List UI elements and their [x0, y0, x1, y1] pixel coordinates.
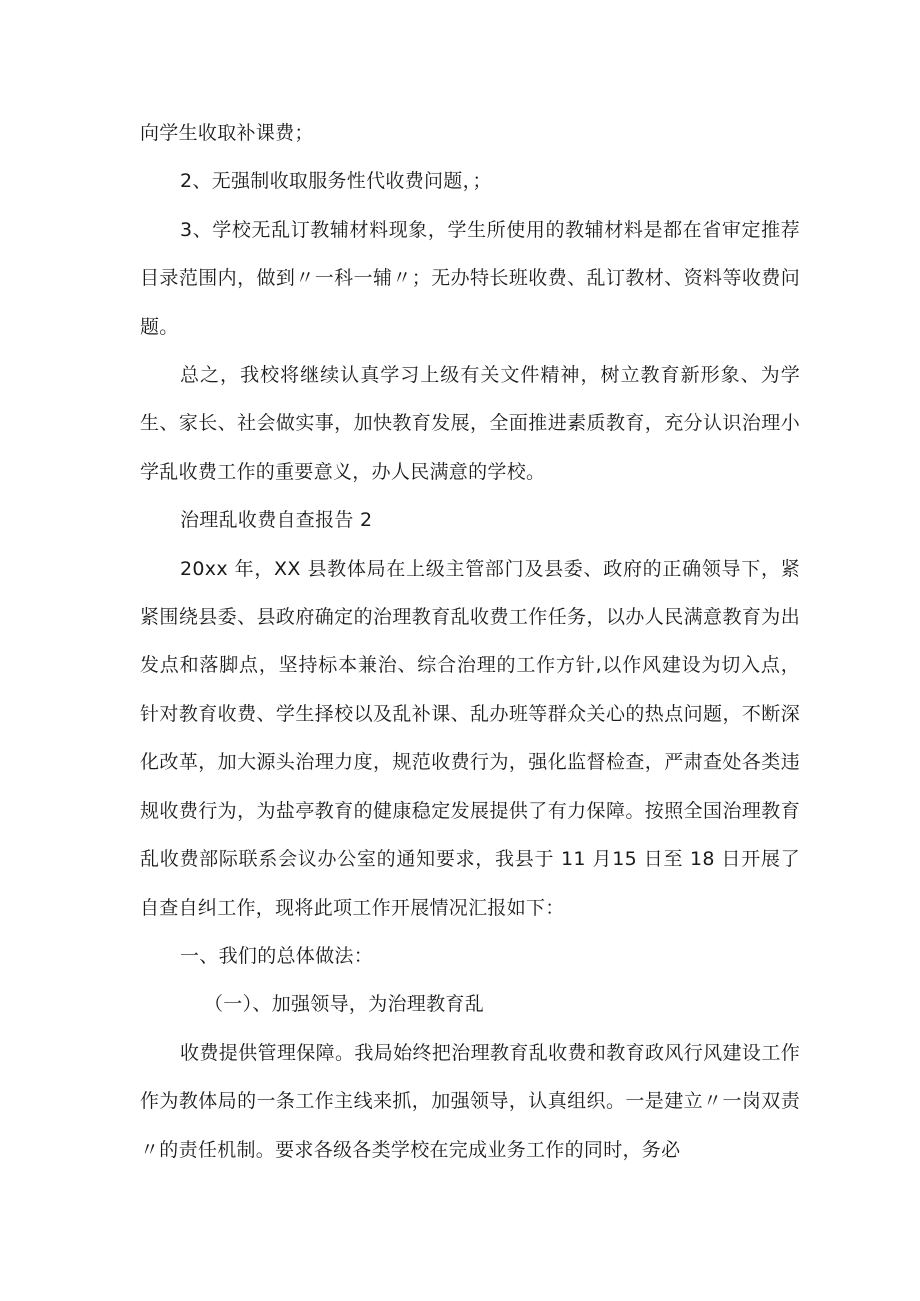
paragraph-1: 向学生收取补课费；: [140, 122, 314, 144]
subheading-1: 一、我们的总体做法：: [180, 944, 374, 967]
paragraph-4: 总之，我校将继续认真学习上级有关文件精神，树立教育新形象、为学生、家长、社会做实事，加快教育发展，全面推进素质教育，充分认识治理小学乱收费工作的重要意义，办人民满意的学校。: [140, 364, 800, 483]
paragraph-5: 20xx 年，XX 县教体局在上级主管部门及县委、政府的正确领导下，紧紧围绕县委、县政府确定的治理教育乱收费工作任务，以办人民满意教育为出发点和落脚点，坚持标本兼治、综合治理的工作方针,以作风建设为切入点，针对教育收费、学生择校以及乱补课、乱办班等群众关心的热点问题，不断深化改革，加大源头治理力度，规范收费行为，强化监督检查，严肃查处各类违规收费行为，为盐亭教育的健康稳定发展提供了有力保障。按照全国治理教育乱收费部际联系会议办公室的通知要求，我县于 11 月15 日至 18 日开展了自查自纠工作，现将此项工作开展情况汇报如下：: [140, 557, 800, 919]
document-body: [140, 109, 800, 1174]
section-heading: 治理乱收费自查报告 2: [180, 509, 373, 532]
subheading-2: （一）、加强领导，为治理教育乱: [204, 993, 485, 1016]
paragraph-6: 收费提供管理保障。我局始终把治理教育乱收费和教育政风行风建设工作作为教体局的一条工作主线来抓，加强领导，认真组织。一是建立〃一岗双责〃的责任机制。要求各级各类学校在完成业务工作的同时，务必: [140, 1041, 800, 1161]
paragraph-2: 2、无强制收取服务性代收费问题，；: [180, 170, 492, 193]
paragraph-3: 3、学校无乱订教辅材料现象，学生所使用的教辅材料是都在省审定推荐目录范围内，做到〃一科一辅〃；无办特长班收费、乱订教材、资料等收费问题。: [140, 218, 800, 338]
